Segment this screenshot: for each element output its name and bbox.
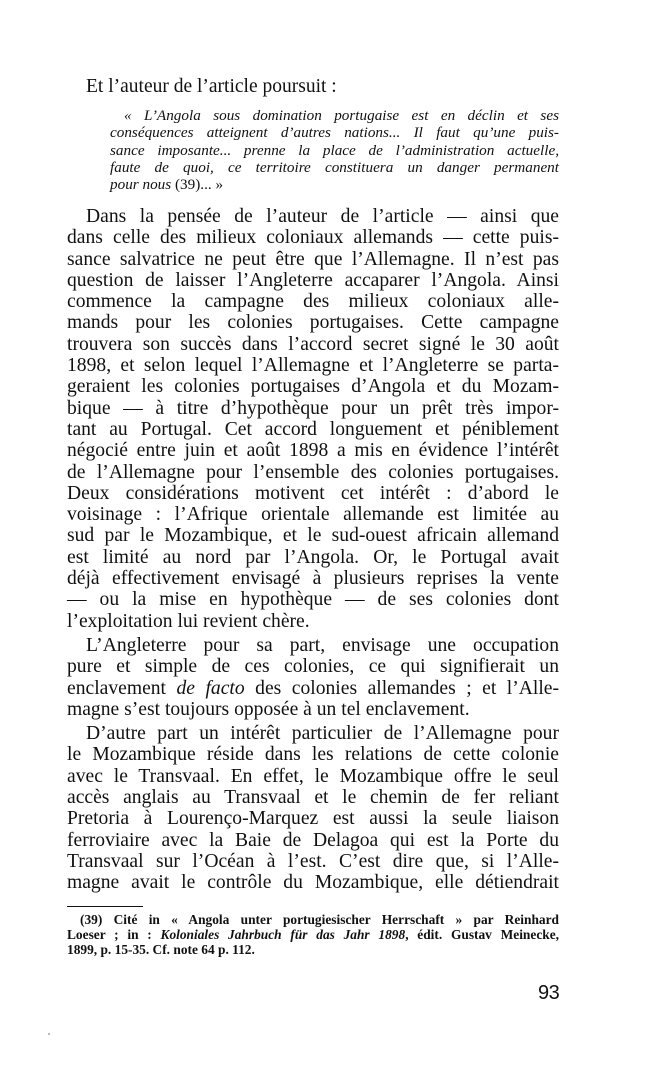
quote-line: « L’Angola sous domination portugaise est en déclin et ses: [124, 107, 559, 124]
text-run: des colonies allemandes ; et l’Alle-: [244, 677, 559, 699]
text-line: question de laisser l’Angleterre accaparer l’Angola. Ainsi: [67, 269, 559, 291]
intro-line: Et l’auteur de l’article poursuit :: [86, 76, 337, 97]
text-line: Deux considérations motivent cet intérêt : d’abord le: [67, 482, 559, 504]
footnote-reference: (39)... »: [171, 176, 224, 194]
quote-line: sance imposante... prenne la place de l’administration actuelle,: [110, 141, 559, 159]
text-line: sud par le Mozambique, et le sud-ouest africain allemand: [67, 525, 559, 547]
block-quote: [110, 107, 559, 193]
text-line: bique — à titre d’hypothèque pour un prêt très impor-: [67, 397, 559, 419]
footnote: [67, 912, 559, 958]
quote-text: pour nous: [110, 176, 172, 194]
text-line: L’Angleterre pour sa part, envisage une occupation: [86, 634, 559, 656]
text-line: 1898, et selon lequel l’Allemagne et l’Angleterre se parta-: [67, 355, 559, 377]
paragraph-2: [67, 635, 559, 720]
text-run: enclavement: [67, 677, 177, 699]
text-line: — ou la mise en hypothèque — de ses colonies dont: [67, 589, 559, 611]
text-line: D’autre part un intérêt particulier de l’Allemagne pour: [86, 723, 559, 745]
text-line: le Mozambique réside dans les relations de cette colonie: [67, 744, 559, 766]
text-line: magne s’est toujours opposée à un tel enclavement.: [67, 698, 470, 720]
text-line: tant au Portugal. Cet accord longuement et péniblement: [67, 418, 559, 440]
text-line: Dans la pensée de l’auteur de l’article — ainsi que: [86, 206, 559, 227]
italic-title: Koloniales Jahrbuch für das Jahr 1898: [160, 927, 406, 943]
text-line: accès anglais au Transvaal et le chemin de fer reliant: [67, 787, 559, 809]
scan-speck: [48, 1033, 50, 1035]
page-number: 93: [538, 982, 560, 1004]
quote-line: [110, 176, 559, 193]
text-line: sance salvatrice ne peut être que l’Allemagne. Il n’est pas: [67, 248, 559, 270]
text-line: de l’Allemagne pour l’ensemble des colonies portugaises.: [67, 461, 559, 483]
text-line: négocié entre juin et août 1898 a mis en évidence l’intérêt: [67, 440, 559, 462]
text-line: avec le Transvaal. En effet, le Mozambique offre le seul: [67, 765, 559, 787]
footnote-separator: [67, 906, 143, 907]
footnote-line: [67, 927, 559, 942]
footnote-line: 1899, p. 15-35. Cf. note 64 p. 112.: [67, 942, 255, 958]
text-line: pure et simple de ces colonies, ce qui signifierait un: [67, 656, 559, 678]
text-line: dans celle des milieux coloniaux allemands — cette puis-: [67, 227, 559, 249]
text-line: déjà effectivement envisagé à plusieurs reprises la vente: [67, 568, 559, 590]
text-line: geraient les colonies portugaises d’Angola et du Mozam-: [67, 376, 559, 398]
text-line: l’exploitation lui revient chère.: [67, 610, 310, 632]
quote-line: faute de quoi, ce territoire constituera un danger permanent: [110, 158, 559, 176]
italic-term: de facto: [176, 677, 245, 699]
footnote-line: (39) Cité in « Angola unter portugiesischer Herrschaft » par Reinhard: [80, 912, 559, 927]
text-line: trouvera son succès dans l’accord secret signé le 30 août: [67, 333, 559, 355]
text-line: mands pour les colonies portugaises. Cette campagne: [67, 312, 559, 334]
text-line: voisinage : l’Afrique orientale allemande est limitée au: [67, 504, 559, 526]
text-line: Pretoria à Lourenço-Marquez est aussi la seule liaison: [67, 808, 559, 830]
text-run: Loeser ; in :: [67, 927, 161, 943]
quote-line: conséquences atteignent d’autres nations... Il faut qu’une puis-: [110, 124, 559, 142]
paragraph-3: [67, 723, 559, 893]
text-line: [67, 678, 559, 699]
paragraph-1: [67, 206, 559, 632]
text-run: , édit. Gustav Meinecke,: [405, 927, 560, 943]
text-line: magne avait le contrôle du Mozambique, elle détiendrait: [67, 872, 559, 894]
text-line: Transvaal sur l’Océan à l’est. C’est dire que, si l’Alle-: [67, 850, 559, 872]
text-line: est limité au nord par l’Angola. Or, le Portugal avait: [67, 546, 559, 568]
body-text: [67, 206, 559, 897]
text-line: commence la campagne des milieux coloniaux alle-: [67, 291, 559, 313]
text-line: ferroviaire avec la Baie de Delagoa qui est la Porte du: [67, 829, 559, 851]
